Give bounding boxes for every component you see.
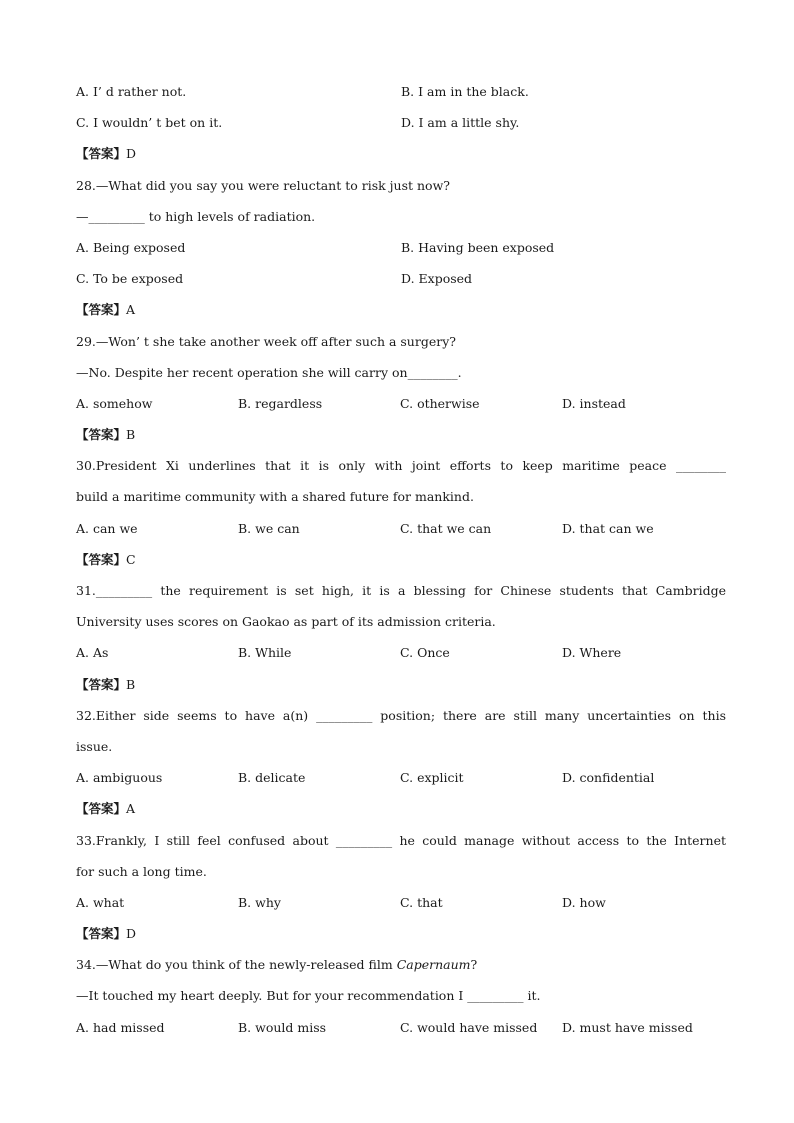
q30-option-a: A. can we: [76, 520, 138, 536]
q32-question-line-2: issue.: [76, 738, 113, 754]
q31-option-c: C. Once: [400, 645, 450, 661]
q27-option-b: B. I am in the black.: [401, 84, 529, 99]
q27-options-row-2: [76, 111, 726, 142]
q34-question-mark: ?: [470, 957, 478, 973]
q27-options-row-1: [76, 80, 726, 111]
q34-option-a: A. had missed: [76, 1019, 165, 1035]
q34-response: —It touched my heart deeply. But for your recommendation I _________ it.: [76, 988, 541, 1004]
q30-option-b: B. we can: [238, 520, 300, 536]
answer-label: 【答案】: [76, 801, 127, 817]
q28-option-a: A. Being exposed: [76, 239, 186, 255]
q27-answer: [76, 142, 726, 173]
q28-answer: [76, 298, 726, 329]
answer-value: D: [126, 926, 137, 942]
q31-question-line-1: 31._________ the requirement is set high, it is a blessing for Chinese students that Cambridge: [76, 583, 726, 598]
answer-label: 【答案】: [76, 926, 127, 942]
q29-response: —No. Despite her recent operation she will carry on________.: [76, 364, 462, 380]
q31-option-d: D. Where: [562, 645, 622, 661]
q29-option-d: D. instead: [562, 395, 626, 411]
q29-option-a: A. somehow: [76, 395, 153, 411]
answer-label: 【答案】: [76, 146, 127, 162]
q28-options-row-2: [76, 267, 726, 298]
q29-question: 29.—Won’ t she take another week off after such a surgery?: [76, 333, 456, 349]
answer-value: A: [126, 302, 136, 318]
q30-option-d: D. that can we: [562, 520, 654, 536]
q33-option-d: D. how: [562, 894, 606, 910]
answer-label: 【答案】: [76, 551, 127, 567]
q30-question-line-2: build a maritime community with a shared future for mankind.: [76, 489, 474, 505]
answer-value: C: [126, 551, 136, 567]
q27-option-d: D. I am a little shy.: [401, 115, 520, 131]
q29-option-b: B. regardless: [238, 395, 323, 411]
q27-option-a: A. I’ d rather not.: [76, 84, 187, 99]
q32-option-c: C. explicit: [400, 770, 464, 786]
answer-value: B: [126, 427, 136, 443]
q33-option-c: C. that: [400, 894, 443, 910]
q29-answer: [76, 423, 726, 454]
q31-question-line-2: University uses scores on Gaokao as part of its admission criteria.: [76, 614, 496, 630]
q28-response: —_________ to high levels of radiation.: [76, 208, 316, 224]
q32-option-d: D. confidential: [562, 770, 655, 786]
answer-value: A: [126, 801, 136, 817]
q33-question-line-1: 33.Frankly, I still feel confused about _________ he could manage without access to the Internet: [76, 832, 726, 848]
q30-option-c: C. that we can: [400, 520, 492, 536]
q27-option-c: C. I wouldn’ t bet on it.: [76, 115, 223, 131]
q33-answer: [76, 922, 726, 953]
q34-option-b: B. would miss: [238, 1019, 327, 1035]
q31-option-b: B. While: [238, 645, 292, 661]
q34-option-d: D. must have missed: [562, 1019, 693, 1035]
q30-options: [76, 517, 726, 548]
q29-option-c: C. otherwise: [400, 395, 480, 411]
q30-question-line-1: 30.President Xi underlines that it is only with joint efforts to keep maritime peace ________: [76, 458, 726, 474]
answer-label: 【答案】: [76, 676, 127, 692]
q30-answer: [76, 548, 726, 579]
q28-option-c: C. To be exposed: [76, 271, 184, 287]
q34-options: [76, 1016, 726, 1047]
q34-question: [76, 953, 726, 984]
q34-question-text: 34.—What do you think of the newly-released film: [76, 957, 397, 973]
q28-option-d: D. Exposed: [401, 271, 473, 287]
answer-label: 【答案】: [76, 302, 127, 318]
q28-option-b: B. Having been exposed: [401, 239, 555, 255]
q29-options: [76, 392, 726, 423]
answer-label: 【答案】: [76, 427, 127, 443]
q28-options-row-1: [76, 236, 726, 267]
q32-option-a: A. ambiguous: [76, 770, 163, 786]
q31-option-a: A. As: [76, 645, 109, 661]
q33-option-a: A. what: [76, 894, 125, 910]
q33-question-line-2: for such a long time.: [76, 863, 207, 879]
q32-question-line-1: 32.Either side seems to have a(n) _________ position; there are still many uncertainties on this: [76, 707, 726, 723]
q32-option-b: B. delicate: [238, 770, 306, 786]
q34-film-title: Capernaum: [396, 957, 471, 973]
answer-value: D: [126, 146, 137, 162]
q32-answer: [76, 797, 726, 828]
q31-answer: [76, 673, 726, 704]
exam-page: [76, 80, 726, 1047]
q28-question: 28.—What did you say you were reluctant to risk just now?: [76, 177, 450, 193]
q34-option-c: C. would have missed: [400, 1019, 538, 1035]
q31-options: [76, 641, 726, 672]
answer-value: B: [126, 676, 136, 692]
q33-option-b: B. why: [238, 894, 281, 910]
q32-options: [76, 766, 726, 797]
q33-options: [76, 891, 726, 922]
